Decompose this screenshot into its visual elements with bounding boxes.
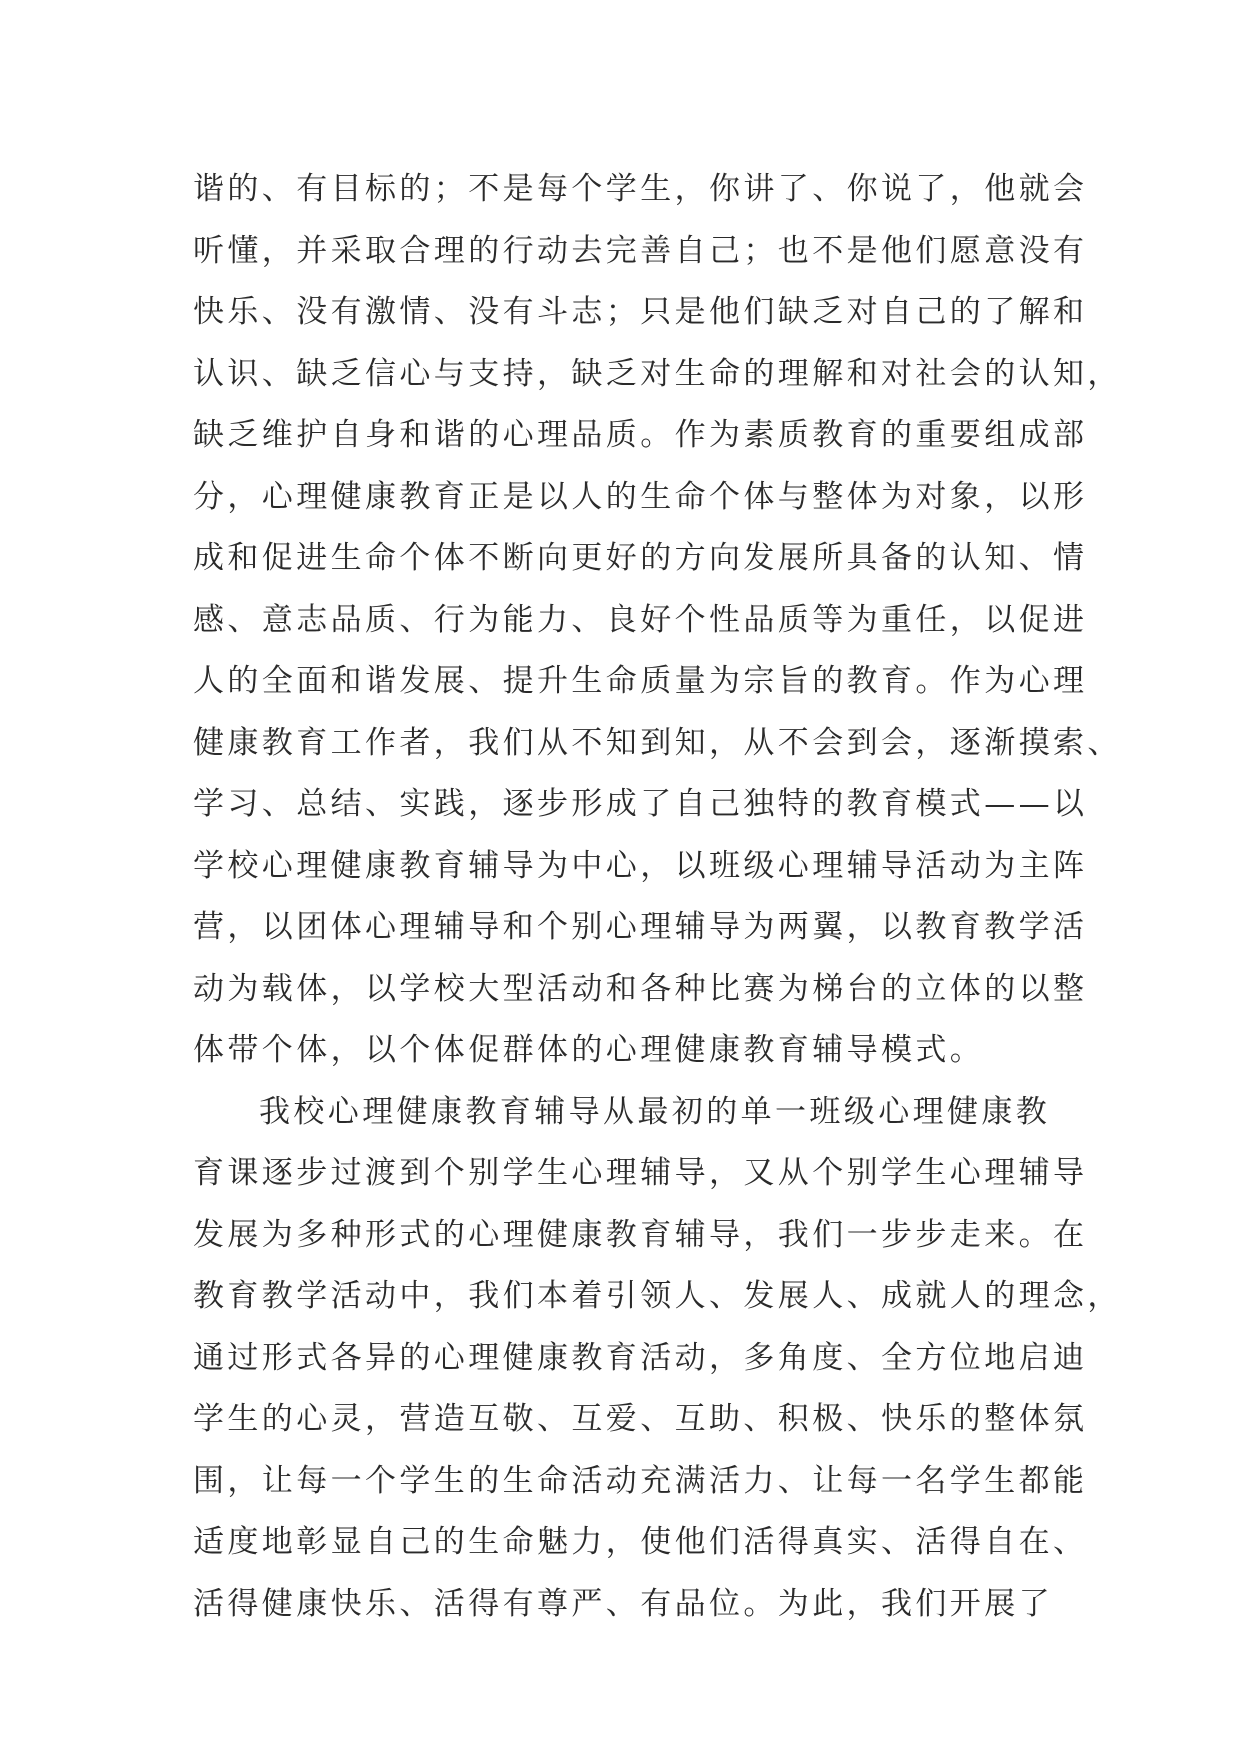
- text-line: 快乐、没有激情、没有斗志；只是他们缺乏对自己的了解和: [193, 294, 1088, 330]
- paragraph-start-line: 我校心理健康教育辅导从最初的单一班级心理健康教: [259, 1093, 1051, 1130]
- text-line: 人的全面和谐发展、提升生命质量为宗旨的教育。作为心理: [193, 663, 1088, 699]
- text-line: 体带个体，以个体促群体的心理健康教育辅导模式。: [193, 1032, 985, 1068]
- text-line: 发展为多种形式的心理健康教育辅导，我们一步步走来。在: [193, 1216, 1088, 1253]
- text-line: 教育教学活动中，我们本着引领人、发展人、成就人的理念，: [193, 1278, 1122, 1314]
- text-line: 学习、总结、实践，逐步形成了自己独特的教育模式——以: [193, 786, 1088, 822]
- text-line: 认识、缺乏信心与支持，缺乏对生命的理解和对社会的认知，: [193, 355, 1122, 392]
- text-line: 分，心理健康教育正是以人的生命个体与整体为对象，以形: [193, 478, 1088, 515]
- text-line: 成和促进生命个体不断向更好的方向发展所具备的认知、情: [193, 540, 1088, 576]
- text-line: 学生的心灵，营造互敬、互爱、互助、积极、快乐的整体氛: [193, 1401, 1088, 1437]
- text-line: 谐的、有目标的；不是每个学生，你讲了、你说了，他就会: [193, 171, 1088, 207]
- text-line: 学校心理健康教育辅导为中心，以班级心理辅导活动为主阵: [193, 847, 1088, 884]
- text-line: 适度地彰显自己的生命魅力，使他们活得真实、活得自在、: [193, 1524, 1088, 1560]
- text-line: 通过形式各异的心理健康教育活动，多角度、全方位地启迪: [193, 1339, 1088, 1376]
- text-line: 听懂，并采取合理的行动去完善自己；也不是他们愿意没有: [193, 232, 1088, 269]
- text-line: 活得健康快乐、活得有尊严、有品位。为此，我们开展了: [193, 1585, 1053, 1622]
- text-line: 营，以团体心理辅导和个别心理辅导为两翼，以教育教学活: [193, 909, 1088, 945]
- text-line: 缺乏维护自身和谐的心理品质。作为素质教育的重要组成部: [193, 417, 1088, 453]
- text-line: 健康教育工作者，我们从不知到知，从不会到会，逐渐摸索、: [193, 724, 1122, 761]
- text-line: 动为载体，以学校大型活动和各种比赛为梯台的立体的以整: [193, 970, 1088, 1007]
- body-text: [193, 159, 1122, 1635]
- text-line: 围，让每一个学生的生命活动充满活力、让每一名学生都能: [193, 1462, 1088, 1499]
- text-line: 育课逐步过渡到个别学生心理辅导，又从个别学生心理辅导: [193, 1155, 1088, 1191]
- text-line: 感、意志品质、行为能力、良好个性品质等为重任，以促进: [193, 601, 1088, 638]
